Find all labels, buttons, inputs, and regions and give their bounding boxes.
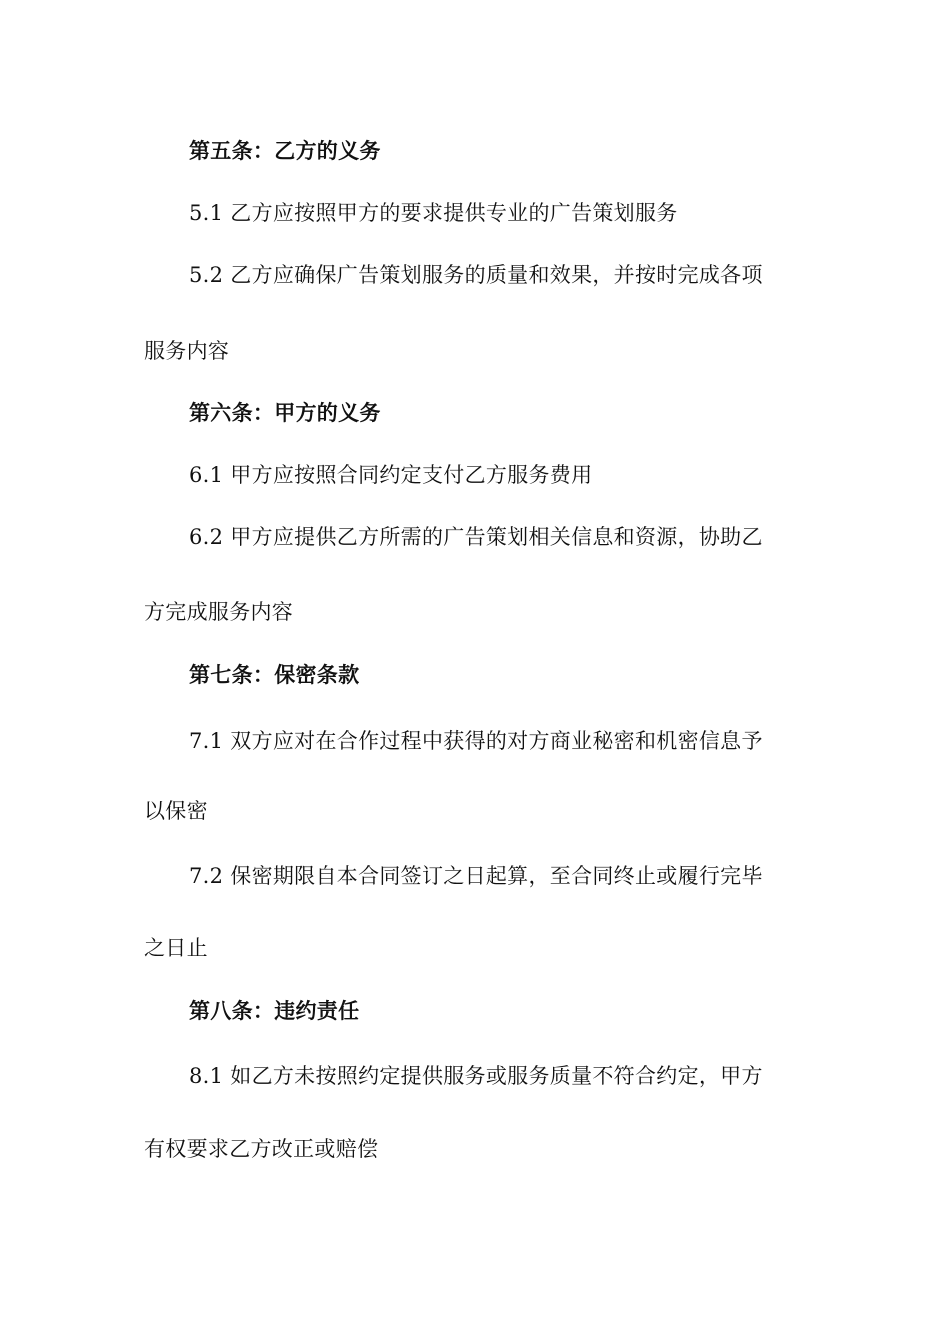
clause-5-1: 5.1 乙方应按照甲方的要求提供专业的广告策划服务	[189, 201, 678, 225]
clause-5-2-continuation: 服务内容	[144, 339, 230, 363]
clause-6-1: 6.1 甲方应按照合同约定支付乙方服务费用	[189, 463, 593, 487]
section-heading-8: 第八条：违约责任	[189, 999, 360, 1023]
clause-5-2: 5.2 乙方应确保广告策划服务的质量和效果，并按时完成各项	[189, 263, 763, 287]
clause-6-2-continuation: 方完成服务内容	[144, 600, 294, 624]
clause-7-1: 7.1 双方应对在合作过程中获得的对方商业秘密和机密信息予	[189, 729, 763, 753]
section-heading-5: 第五条：乙方的义务	[189, 139, 381, 163]
clause-8-1: 8.1 如乙方未按照约定提供服务或服务质量不符合约定，甲方	[189, 1064, 763, 1088]
clause-8-1-continuation: 有权要求乙方改正或赔偿	[144, 1137, 379, 1161]
clause-7-2-continuation: 之日止	[144, 936, 208, 960]
section-heading-7: 第七条：保密条款	[189, 663, 360, 687]
clause-7-1-continuation: 以保密	[144, 799, 208, 823]
clause-7-2: 7.2 保密期限自本合同签订之日起算，至合同终止或履行完毕	[189, 864, 763, 888]
clause-6-2: 6.2 甲方应提供乙方所需的广告策划相关信息和资源，协助乙	[189, 525, 763, 549]
section-heading-6: 第六条：甲方的义务	[189, 401, 381, 425]
